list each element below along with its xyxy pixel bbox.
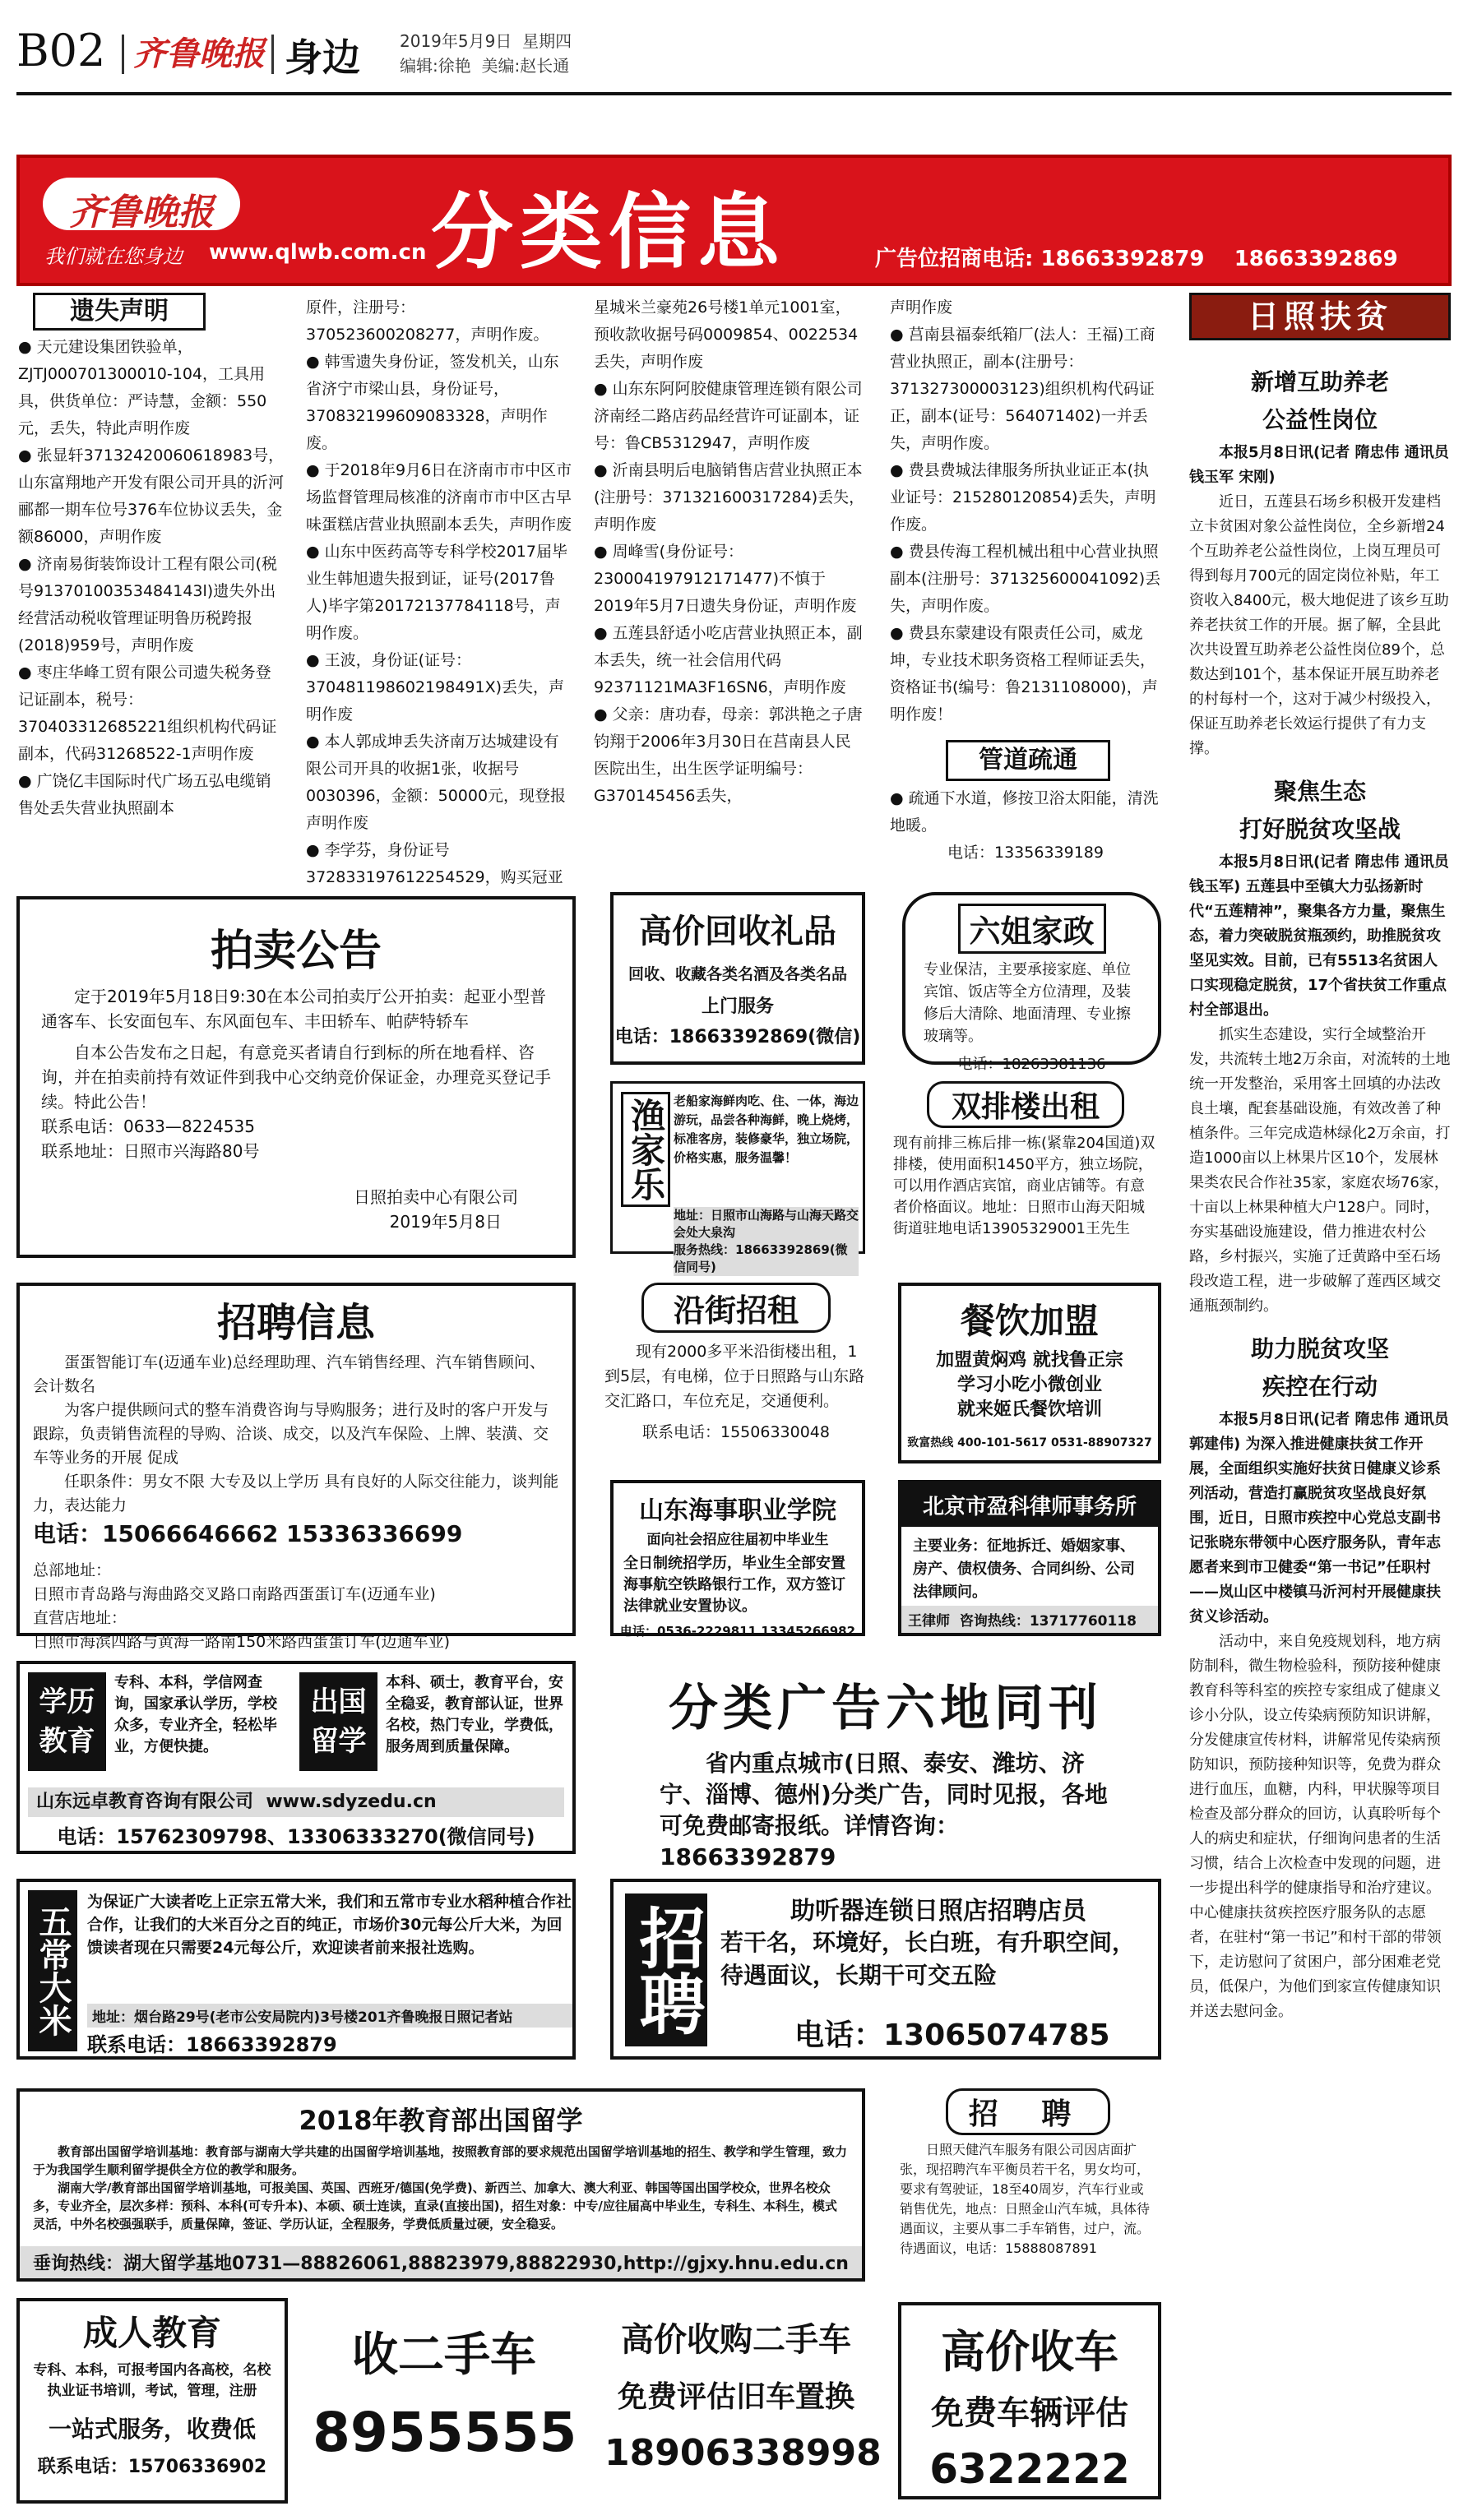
lost-column-3 xyxy=(594,294,865,810)
adult-edu-phone: 联系电话：15706336902 xyxy=(37,2457,267,2477)
gift-sub: 上门服务 xyxy=(701,996,774,1017)
auction-address: 联系地址：日照市兴海路80号 xyxy=(41,1141,260,1161)
car-ad xyxy=(898,2302,1161,2499)
rz-article-2-title: 聚焦生态 xyxy=(1273,778,1366,805)
adult-edu-ad xyxy=(16,2298,288,2504)
jobs-address-label: 总部地址： xyxy=(33,1561,112,1579)
edu-title-2: 出国留学 xyxy=(299,1672,377,1771)
lost-notice: ● 周峰雪(身份证号：230004197912171477)不慎于2019年5月7日遗失身份证，声明作废 xyxy=(594,543,857,615)
jobs-text: 为客户提供顾问式的整车消费咨询与导购服务；进行及时的客户开发与跟踪，负责销售流程的导购、洽谈、成交，以及汽车保险、上牌、装潢、交车等业务的开展 促成 xyxy=(33,1401,549,1467)
yujia-name: 渔家乐 xyxy=(621,1092,670,1207)
rice-ad xyxy=(16,1879,576,2060)
lost-column-2 xyxy=(306,294,573,891)
catering-line: 加盟黄焖鸡 就找鲁正宗 xyxy=(936,1350,1123,1371)
six-city-title: 分类广告六地同刊 xyxy=(669,1680,1103,1737)
catering-ad xyxy=(898,1283,1161,1463)
yujia-phone: 服务热线：18663392869(微信同号) xyxy=(674,1242,848,1274)
used-car-phone: 8955555 xyxy=(313,2401,577,2464)
lost-notice: ● 张显轩37132420060618983号，山东富翔地产开发有限公司开具的沂河郦都一期车位号376车位协议丢失，金额86000，声明作废 xyxy=(18,446,285,546)
rz-article-2-byline: 本报5月8日讯(记者 隋忠伟 通讯员 钱玉军) 五莲县中至镇大力弘扬新时代“五莲精神”，聚集各方力量，聚焦生态，着力突破脱贫瓶颈约，助推脱贫攻坚见实效。目前，已有5513名贫困人口实现稳定脱贫，17个省扶贫工作重点村全部退出。 xyxy=(1189,853,1449,1019)
buy-car-ad xyxy=(604,2302,882,2499)
jobs-phone: 电话：15066646662 15336336699 xyxy=(33,1520,463,1547)
jobs-text: 蛋蛋智能订车(迈通车业)总经理助理、汽车销售经理、汽车销售顾问、会计数名 xyxy=(33,1353,545,1395)
car-phone: 6322222 xyxy=(929,2445,1130,2493)
auction-date: 2019年5月8日 xyxy=(389,1212,502,1232)
maritime-ad xyxy=(610,1480,865,1639)
car-sub: 免费车辆评估 xyxy=(931,2394,1128,2432)
rice-text: 为保证广大读者吃上正宗五常大米，我们和五常市专业水稻种植合作社合作，让我们的大米百分之百的纯正，市场价30元每公斤大米，为回馈读者现在只需要24元每公斤，欢迎读者前来报社选购。 xyxy=(87,1893,572,1957)
lost-notice: ● 费县东蒙建设有限责任公司，威龙坤，专业技术职务资格工程师证丢失，资格证书(编号：鲁2131108000)，声明作废！ xyxy=(890,624,1158,724)
lost-title: 遗失声明 xyxy=(33,293,206,331)
paper-logo: 齐鲁晚报 xyxy=(133,35,265,73)
rice-name: 五常大米 xyxy=(28,1890,77,2051)
jobs-address: 日照市海滨四路与黄海一路南150米路西蛋蛋订车(迈通车业) xyxy=(33,1633,451,1651)
edu-url: www.sdyzedu.cn xyxy=(266,1792,437,1812)
lost-notice: ● 沂南县明后电脑销售店营业执照正本(注册号：371321600317284)丢失，声明作废 xyxy=(594,461,865,534)
rice-phone: 联系电话：18663392879 xyxy=(87,2033,337,2056)
abroad-ad xyxy=(16,2088,865,2282)
auction-ad xyxy=(16,896,576,1258)
catering-title: 餐饮加盟 xyxy=(960,1301,1099,1341)
banner-logo: 齐鲁晚报 xyxy=(69,192,214,234)
housekeeping-ad xyxy=(902,892,1161,1073)
abroad-text: 教育部出国留学培训基地：教育部与湖南大学共建的出国留学培训基地，按照教育部的要求规范出国留学培训基地的招生、教学和学生管理，致力于为我国学生顺利留学提供全方位的教学和服务。 xyxy=(33,2144,848,2177)
lawyer-ad xyxy=(898,1480,1161,1636)
lost-notice: ● 山东中医药高等专科学校2017届毕业生韩旭遗失报到证，证号(2017鲁人)毕字第20172137784118号，声明作废。 xyxy=(306,543,567,642)
recruit-title: 招 聘 xyxy=(946,2088,1110,2135)
edu-desc-2: 本科、硕士，教育平台，安全稳妥，教育部认证，世界名校，热门专业，学费低，服务周到质量保障。 xyxy=(386,1674,563,1755)
street-phone: 联系电话：15506330048 xyxy=(642,1423,830,1441)
drain-title: 管道疏通 xyxy=(946,740,1110,781)
edu-org: 山东远卓教育咨询有限公司 xyxy=(36,1792,254,1812)
edu-ad xyxy=(16,1661,576,1854)
catering-phone: 致富热线 400-101-5617 0531-88907327 xyxy=(907,1436,1152,1450)
rz-column xyxy=(1189,362,1451,2024)
auction-phone: 联系电话：0633—8224535 xyxy=(41,1117,255,1136)
rz-article-3-title: 助力脱贫攻坚 xyxy=(1250,1335,1389,1362)
lawyer-phone: 咨询热线：13717760118 xyxy=(959,1613,1137,1630)
gift-phone: 电话：18663392869(微信) xyxy=(614,1027,861,1047)
lost-notice: ● 济南易街装饰设计工程有限公司(税号91370100353484143l)遗失外出经营活动税收管理证明鲁历税跨报(2018)959号，声明作废 xyxy=(18,555,278,654)
yujia-address: 地址：日照市山海路与山海天路交会处大泉沟 xyxy=(674,1208,859,1240)
maritime-phone: 电话：0536-2229811 13345266982 xyxy=(619,1624,856,1639)
catering-line: 就来姬氏餐饮培训 xyxy=(956,1399,1102,1420)
lost-notice: ● 枣庄华峰工贸有限公司遗失税务登记证副本，税号：370403312685221组织机构代码证副本，代码31268522-1声明作废 xyxy=(18,664,277,763)
abroad-title: 2018年教育部出国留学 xyxy=(299,2105,583,2136)
edu-phone: 电话：15762309798、13306333270(微信同号) xyxy=(57,1825,535,1848)
lost-notice: ● 王波，身份证(证号：370481198602198491X)丢失，声明作废 xyxy=(306,651,565,724)
six-city-ad xyxy=(610,1661,1161,1870)
classified-banner xyxy=(16,155,1452,286)
recruit-ad xyxy=(895,2088,1161,2286)
building-title: 双排楼出租 xyxy=(927,1081,1124,1128)
lost-notice: ● 广饶亿丰国际时代广场五弘电缆销售处丢失营业执照副本 xyxy=(18,772,271,817)
banner-slogan: 我们就在您身边 xyxy=(44,245,183,268)
rz-article-1-byline: 本报5月8日讯(记者 隋忠伟 通讯员 钱玉军 宋刚) xyxy=(1189,444,1449,486)
lost-notice: ● 本人郭成坤丢失济南万达城建设有限公司开具的收据1张，收据号0030396，金额：50000元，现登报声明作废 xyxy=(306,733,567,832)
auction-org: 日照拍卖中心有限公司 xyxy=(354,1187,518,1207)
page-number: B02 xyxy=(16,25,106,76)
lost-column-4 xyxy=(890,294,1161,728)
abroad-phone: 垂询热线：湖大留学基地0731—88826061,88823979,88822930,http://gjxy.hnu.edu.cn xyxy=(20,2246,862,2278)
adult-edu-slogan: 一站式服务，收费低 xyxy=(48,2416,256,2443)
lost-notice: ● 天元建设集团铁验单，ZJTJ000701300010-104，工具用具，供货单位：严诗慧，金额：550元，丢失，特此声明作废 xyxy=(18,338,267,437)
auction-title: 拍卖公告 xyxy=(210,927,382,976)
street-title: 沿街招租 xyxy=(641,1283,831,1333)
catering-line: 学习小吃小微创业 xyxy=(956,1375,1102,1395)
rz-article-1-body: 近日，五莲县石场乡积极开发建档立卡贫困对象公益性岗位，全乡新增24个互助养老公益性岗位，上岗互理员可得到每月700元的固定岗位补贴，年工资收入8400元，极大地促进了该乡互助养老扶贫工作的开展。据了解，全县此次共设置互助养老公益性岗位89个，总数达到101个，基本保证开展互助养老的村每村一个，这对于减少村级投入，保证互助养老长效运行提供了有力支撑。 xyxy=(1189,493,1449,757)
lost-notice: ● 于2018年9月6日在济南市市中区市场监督管理局核准的济南市市中区古早味蛋糕店营业执照副本丢失，声明作废 xyxy=(306,461,572,534)
used-car-title: 收二手车 xyxy=(352,2328,536,2382)
banner-hotline: 广告位招商电话: 18663392879 18663392869 xyxy=(875,247,1398,271)
lost-notice: 声明作废 xyxy=(890,298,953,317)
rz-article-3-byline: 本报5月8日讯(记者 隋忠伟 通讯员 郭建伟) 为深入推进健康扶贫工作开展，全面组织实施好扶贫日健康义诊系列活动，营造打赢脱贫攻坚战良好氛围，近日，日照市疾控中心党总支副书记张晓东带领中心医疗服务队，青年志愿者来到市卫健委“第一书记”任职村——岚山区中楼镇马沂河村开展健康扶贫义诊活动。 xyxy=(1189,1411,1449,1625)
maritime-text: 全日制统招学历，毕业生全部安置海事航空铁路银行工作，双方签订法律就业安置协议。 xyxy=(623,1555,845,1615)
header-divider xyxy=(122,35,124,74)
used-car-ad xyxy=(313,2302,576,2499)
lost-notice: ● 父亲：唐功春，母亲：郭洪艳之子唐钧翔于2006年3月30日在莒南县人民医院出生，出生医学证明编号：G370145456丢失， xyxy=(594,705,863,805)
lost-notice: ● 费县传海工程机械出租中心营业执照副本(注册号：371325600041092)丢失，声明作废。 xyxy=(890,543,1161,615)
six-city-text: 省内重点城市(日照、泰安、潍坊、济宁、淄博、德州)分类广告，同时见报，各地可免费邮寄报纸。详情咨询：18663392879 xyxy=(660,1750,1108,1870)
rz-article-3-title: 疾控在行动 xyxy=(1262,1373,1378,1400)
auction-text: 自本公告发布之日起，有意竞买者请自行到标的所在地看样、咨询，并在拍卖前持有效证件到我中心交纳竞价保证金，办理竞买登记手续。特此公告！ xyxy=(41,1043,551,1112)
auction-text: 定于2019年5月18日9:30在本公司拍卖厅公开拍卖：起亚小型普通客车、长安面包车、东风面包车、丰田轿车、帕萨特轿车 xyxy=(41,987,546,1031)
adult-edu-title: 成人教育 xyxy=(82,2313,221,2353)
lost-notice: ● 李学芬，身份证号372833197612254529，购买冠亚 xyxy=(306,841,563,886)
adult-edu-text: 专科、本科，可报考国内各高校，名校执业证书培训，考试，管理，注册 xyxy=(33,2362,271,2399)
street-text: 现有2000多平米沿街楼出租，1到5层，有电梯，位于日照路与山东路交汇路口，车位充足，交通便利。 xyxy=(604,1343,865,1410)
buy-car-sub: 免费评估旧车置换 xyxy=(617,2380,854,2414)
banner-url: www.qlwb.com.cn xyxy=(209,240,427,265)
jobs-address-label: 直营店地址： xyxy=(33,1609,127,1627)
rz-article-3-body: 活动中，来自免疫规划科，地方病防制科，微生物检验科，预防接种健康教育科等科室的疾控专家组成了健康义诊小分队，设立传染病预防知识讲解，分发健康宣传材料，讲解常见传染病预防知识，预防接种知识等，免费为群众进行血压，血糖，内科，甲状腺等项目检查及部分群众的回访，认真聆听每个人的病史和症状，仔细询问患者的生活习惯，结合上次检查中发现的问题，进一步提出科学的健康指导和治疗建议。中心健康扶贫疾控医疗服务队的志愿者，在驻村“第一书记”和村干部的带领下，走访慰问了贫困户，部分困难老党员，低保户，为他们到家宣传健康知识并送去慰问金。 xyxy=(1189,1633,1442,2020)
editors: 编辑:徐艳 美编:赵长通 xyxy=(400,56,570,76)
housekeeping-title: 六姐家政 xyxy=(958,904,1106,954)
lost-column-1 xyxy=(18,334,285,822)
drain-ad: ● 疏通下水道，修按卫浴太阳能，清洗地暖。 电话：13356339189 xyxy=(890,789,1159,862)
header-divider xyxy=(271,35,274,74)
lost-notice: ● 韩雪遗失身份证，签发机关，山东省济宁市梁山县，身份证号，370832199609083328，声明作废。 xyxy=(306,353,559,452)
rice-address: 地址：烟台路29号(老市公安局院内)3号楼201齐鲁晚报日照记者站 xyxy=(87,2004,572,2028)
banner-title: 分类信息 xyxy=(431,184,786,280)
yujia-ad xyxy=(610,1081,865,1274)
rz-article-1-title: 公益性岗位 xyxy=(1262,406,1378,433)
buy-car-phone: 18906338998 xyxy=(604,2432,882,2474)
column-title: 身边 xyxy=(285,35,360,80)
abroad-text: 湖南大学/教育部出国留学培训基地，可报美国、英国、西班牙/德国(免学费)、新西兰、加拿大、澳大利亚、韩国等国出国学校众，世界名校众多，专业齐全，层次多样：预科、本科(可专升本)、本硕、硕士连读，直录(直接出国)，招生对象：中专/应往届高中毕业生，专科生、本科生，模式灵活，中外名校强强联手，质量保障，签证、学历认证，全程服务，学费低质量过硬，安全稳妥。 xyxy=(33,2180,837,2231)
lost-notice: 星城米兰豪苑26号楼1单元1001室，预收款收据号码0009854、0022534丢失，声明作废 xyxy=(594,298,859,371)
lost-notice: ● 山东东阿阿胶健康管理连锁有限公司济南经二路店药品经营许可证副本，证号：鲁CB5312947，声明作废 xyxy=(594,380,863,452)
car-title: 高价收车 xyxy=(941,2326,1118,2378)
rz-header: 日照扶贫 xyxy=(1189,293,1451,340)
buy-car-title: 高价收购二手车 xyxy=(621,2321,851,2359)
gift-title: 高价回收礼品 xyxy=(639,913,836,950)
housekeeping-phone: 电话：18263381136 xyxy=(957,1056,1106,1073)
building-ad xyxy=(890,1081,1161,1254)
lost-notice: ● 莒南县福泰纸箱厂(法人：王福)工商营业执照正，副本(注册号：371327300003123)组织机构代码证正，副本(证号：564071402)一并丢失，声明作废。 xyxy=(890,326,1155,452)
street-ad xyxy=(604,1283,868,1463)
hearing-phone: 电话：13065074785 xyxy=(794,2018,1110,2052)
lost-notice: ● 费县费城法律服务所执业证正本(执业证号：215280120854)丢失，声明作废。 xyxy=(890,461,1156,534)
hearing-ad xyxy=(610,1879,1161,2060)
edu-title-1: 学历教育 xyxy=(28,1672,106,1771)
rz-article-1-title: 新增互助养老 xyxy=(1250,368,1389,395)
edu-desc-1: 专科、本科，学信网查询，国家承认学历，学校众多，专业齐全，轻松毕业，方便快捷。 xyxy=(114,1674,277,1755)
gift-text: 回收、收藏各类名酒及各类名品 xyxy=(627,965,847,983)
hearing-text: 若干名，环境好，长白班，有升职空间，待遇面议，长期干可交五险 xyxy=(720,1929,1136,1989)
maritime-title: 山东海事职业学院 xyxy=(639,1496,836,1525)
yujia-text: 老船家海鲜肉吃、住、一体，海边游玩，品尝各种海鲜，晚上烧烤，标准客房，装修豪华，独立场院，价格实惠，服务温馨！ xyxy=(674,1094,859,1165)
lawyer-name: 王律师 xyxy=(908,1613,950,1630)
jobs-ad xyxy=(16,1283,576,1651)
lost-notice: 原件，注册号：370523600208277，声明作废。 xyxy=(306,298,549,344)
hearing-title: 助听器连锁日照店招聘店员 xyxy=(790,1897,1086,1926)
hearing-big: 招聘 xyxy=(625,1893,707,2046)
jobs-address: 日照市青岛路与海曲路交叉路口南路西蛋蛋订车(迈通车业) xyxy=(33,1585,436,1603)
lawyer-title: 北京市盈科律师事务所 xyxy=(901,1483,1158,1527)
jobs-text: 任职条件：男女不限 大专及以上学历 具有良好的人际交往能力，谈判能力，表达能力 xyxy=(33,1473,559,1514)
lost-notice: ● 五莲县舒适小吃店营业执照正本，副本丢失，统一社会信用代码92371121MA3F16SN6，声明作废 xyxy=(594,624,863,696)
housekeeping-text: 专业保洁，主要承接家庭、单位宾馆、饭店等全方位清理，及装修后大清除、地面清理、专业擦玻璃等。 xyxy=(924,961,1131,1045)
rz-article-2-body: 抓实生态建设，实行全域整治开发，共流转土地2万余亩，对流转的土地统一开发整治，采用客土回填的办法改良土壤，配套基础设施，有效改善了种植条件。三年完成造林绿化2万余亩，打造1000亩以上林果片区10个，发展林果类农民合作社35家，家庭农场76家，十亩以上林果种植大户128户。同时，夯实基础设施建设，借力推进农村公路，乡村振兴，实施了迁黄路中至石场段改造工程，进一步破解了莲西区域交通瓶颈制约。 xyxy=(1189,1026,1451,1315)
maritime-sub: 面向社会招应往届初中毕业生 xyxy=(646,1532,829,1548)
jobs-title: 招聘信息 xyxy=(216,1300,375,1346)
issue-date: 2019年5月9日 星期四 xyxy=(400,31,572,51)
lawyer-text: 主要业务：征地拆迁、婚姻家事、房产、债权债务、合同纠纷、公司法律顾问。 xyxy=(913,1537,1135,1601)
building-text: 现有前排三栋后排一栋(紧靠204国道)双排楼，使用面积1450平方，独立场院，可以用作酒店宾馆，商业店铺等。有意者价格面议。地址：日照市山海天阳城街道驻地电话13905329001王先生 xyxy=(893,1135,1155,1237)
gift-ad xyxy=(610,892,865,1065)
recruit-text: 日照天健汽车服务有限公司因店面扩张，现招聘汽车平衡员若干名，男女均可，要求有驾驶证，18至40周岁，汽车行业或销售优先，地点：日照金山汽车城，具体待遇面议，主要从事二手车销售，过户，流。待遇面议，电话：15888087891 xyxy=(900,2142,1151,2256)
header-rule xyxy=(16,92,1452,95)
rz-article-2-title: 打好脱贫攻坚战 xyxy=(1239,816,1401,843)
